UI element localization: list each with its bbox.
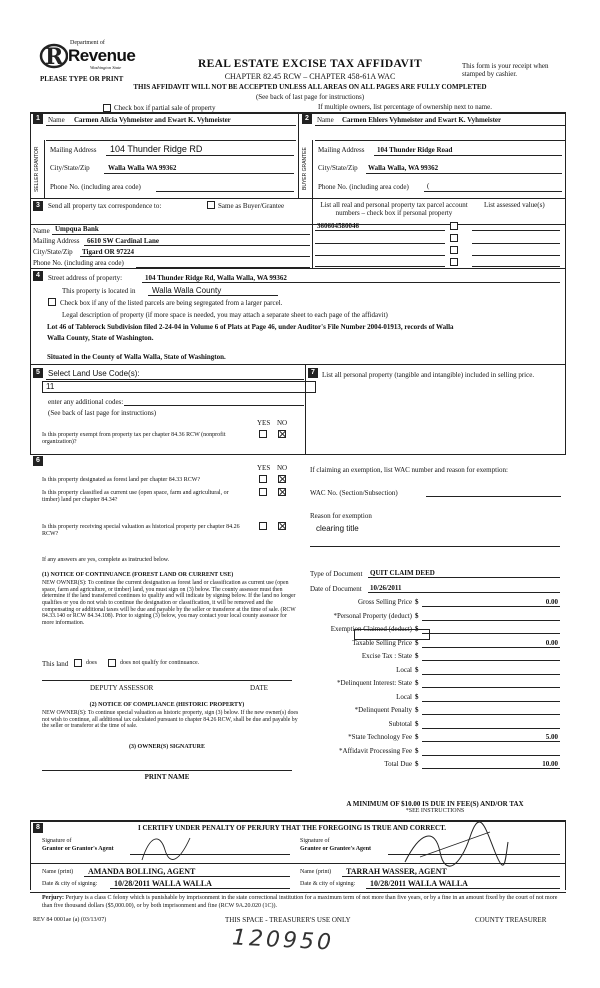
local-rate-input[interactable]: [354, 629, 430, 640]
perjury-label: Perjury:: [42, 895, 64, 901]
historic-yes-checkbox[interactable]: [259, 522, 267, 530]
money-underline: [422, 633, 560, 634]
historic-no-checkbox[interactable]: [278, 522, 286, 530]
forest-yes-checkbox[interactable]: [259, 475, 267, 483]
money-underline: [422, 741, 560, 742]
section-2-number: 2: [302, 114, 312, 124]
parcel-3-personal-checkbox[interactable]: [450, 246, 458, 254]
seller-grantor-label: SELLER GRANTOR: [34, 146, 40, 192]
treasurer-space-label: THIS SPACE - TREASURER'S USE ONLY: [225, 916, 351, 924]
assessed-header: List assessed value(s): [484, 201, 545, 209]
forest-no-checkbox[interactable]: [278, 475, 286, 483]
legal-description-line-2: Walla County, State of Washington.: [47, 334, 154, 342]
see-instructions-note: *SEE INSTRUCTIONS: [405, 808, 465, 814]
partial-sale-checkbox[interactable]: [103, 104, 111, 112]
parcel-number-1: 360604580046: [317, 222, 359, 230]
money-currency: $: [415, 679, 419, 687]
section-7-number: 7: [308, 368, 318, 378]
additional-codes-label: enter any additional codes:: [48, 398, 124, 406]
money-underline: [422, 701, 560, 702]
logo-department-text: Department of: [70, 40, 105, 46]
corr-name-label: Name: [33, 227, 50, 235]
money-underline: [422, 660, 560, 661]
segregated-checkbox[interactable]: [48, 298, 56, 306]
money-value[interactable]: 10.00: [542, 760, 558, 768]
logo-revenue-text: Revenue: [68, 46, 136, 65]
seller-mail: 104 Thunder Ridge RD: [110, 144, 203, 154]
exemption-label: If claiming an exemption, list WAC number and reason for exemption:: [310, 466, 508, 474]
legal-description-line-1: Lot 46 of Tablerock Subdivision filed 2-24-04 in Volume 6 of Plats at Page 46, under Auditor's File Number 2004-01913, records of Walla: [47, 323, 454, 331]
land-use-code-input[interactable]: [42, 381, 316, 393]
situated-text: Situated in the County of Walla Walla, State of Washington.: [47, 353, 226, 361]
grantee-sig-label-1: Signature of: [300, 838, 330, 844]
sec6-yes-header: YES: [257, 464, 271, 472]
deputy-date-label: DATE: [250, 684, 268, 692]
money-currency: $: [415, 760, 419, 768]
land-does-not-checkbox[interactable]: [108, 659, 116, 667]
current-use-no-checkbox[interactable]: [278, 488, 286, 496]
grantee-name-label: Name (print): [300, 869, 332, 875]
handwritten-receipt-number: 120950: [231, 925, 335, 956]
section-3-number: 3: [33, 201, 43, 211]
grantor-name: AMANDA BOLLING, AGENT: [88, 867, 196, 876]
minimum-due-note: A MINIMUM OF $10.00 IS DUE IN FEE(S) AND/OR TAX: [346, 800, 524, 808]
money-underline: [422, 728, 560, 729]
money-currency: $: [415, 611, 419, 620]
parcel-4-personal-checkbox[interactable]: [450, 258, 458, 266]
corr-mail-label: Mailing Address: [33, 237, 80, 245]
perjury-notice: [42, 895, 562, 911]
money-underline: [422, 687, 560, 688]
money-currency: $: [415, 706, 419, 714]
money-currency: $: [415, 733, 419, 741]
corr-city: Tigard OR 97224: [82, 248, 134, 256]
doc-type: QUIT CLAIM DEED: [370, 569, 435, 577]
money-currency: $: [415, 652, 419, 660]
corr-name: Umpqua Bank: [55, 225, 99, 233]
money-label: *Delinquent Penalty: [354, 706, 412, 714]
section-4-number: 4: [33, 271, 43, 281]
street-label: Street address of property:: [48, 274, 123, 282]
exempt-no-checkbox[interactable]: [278, 430, 286, 438]
land-use-code: 11: [46, 382, 55, 391]
same-as-buyer-checkbox[interactable]: [207, 201, 215, 209]
grantee-sig-label-2: Grantee or Grantee's Agent: [300, 846, 372, 852]
money-underline: [422, 606, 560, 607]
money-currency: $: [415, 598, 419, 606]
segregated-label: Check box if any of the listed parcels are being segregated from a larger parcel.: [60, 299, 283, 307]
parcel-header: List all real and personal property tax parcel account numbers – check box if personal property: [320, 201, 468, 218]
forest-land-question: Is this property designated as forest land per chapter 84.33 RCW?: [42, 477, 201, 483]
grantor-name-label: Name (print): [42, 869, 74, 875]
grantee-date-city: 10/28/2011 WALLA WALLA: [370, 879, 468, 888]
logo-state-text: Washington State: [90, 65, 122, 70]
personal-property-label: List all personal property (tangible and intangible) included in selling price.: [322, 371, 535, 379]
form-number: REV 84 0001ae (a) (03/13/07): [33, 917, 107, 923]
money-value[interactable]: 5.00: [545, 733, 558, 741]
please-type: PLEASE TYPE OR PRINT: [40, 75, 124, 83]
money-currency: $: [415, 625, 419, 633]
money-label: *Delinquent Interest: State: [336, 679, 412, 687]
money-currency: $: [415, 638, 419, 647]
buyer-name-label: Name: [317, 116, 334, 124]
money-currency: $: [415, 719, 419, 728]
money-label: Local: [396, 692, 412, 701]
money-underline: [422, 647, 560, 648]
section-6-number: 6: [33, 456, 43, 466]
doc-date-label: Date of Document: [310, 585, 362, 593]
sec5-yes-header: YES: [257, 419, 271, 427]
parcel-1-personal-checkbox[interactable]: [450, 222, 458, 230]
seller-phone-label: Phone No. (including area code): [50, 183, 141, 191]
money-label: Gross Selling Price: [357, 598, 412, 606]
if-yes-instructions: If any answers are yes, complete as instructed below.: [42, 557, 170, 563]
land-does-checkbox[interactable]: [74, 659, 82, 667]
receipt-note: This form is your receipt when stamped by cashier.: [462, 62, 549, 79]
section-8-number: 8: [33, 823, 43, 833]
money-currency: $: [415, 746, 419, 755]
notice-compliance-body: NEW OWNER(S): To continue special valuation as historic property, sign (3) below. If the new owner(s) does not wish to continue, all additional tax calculated pursuant to chapter 84.26 RCW, shall be due and payable by the seller or transferor at the time of sale.: [42, 710, 299, 730]
section-1-number: 1: [33, 114, 43, 124]
revenue-logo: [30, 38, 140, 74]
buyer-phone-label: Phone No. (including area code): [318, 183, 409, 191]
buyer-city: Walla Walla, WA 99362: [368, 164, 439, 172]
seller-city: Walla Walla WA 99362: [108, 164, 177, 172]
money-underline: [422, 768, 560, 769]
grantee-signature-scribble: [400, 822, 510, 872]
doc-type-label: Type of Document: [310, 570, 363, 578]
grantor-signature-scribble: [140, 830, 220, 865]
money-label: Subtotal: [388, 719, 412, 728]
property-county: Walla Walla County: [152, 286, 222, 295]
logo-r-icon: [36, 42, 68, 70]
reason-label: Reason for exemption: [310, 512, 372, 520]
money-label: Local: [396, 665, 412, 674]
sec6-no-header: NO: [277, 464, 288, 472]
land-does-not-label: does not qualify for continuance.: [120, 660, 200, 666]
money-underline: [422, 620, 560, 621]
notice-compliance-title: (2) NOTICE OF COMPLIANCE (HISTORIC PROPERTY): [89, 702, 245, 708]
land-use-label: Select Land Use Code(s):: [48, 369, 140, 378]
owner-signature-label: (3) OWNER(S) SIGNATURE: [129, 744, 205, 750]
exempt-question: Is this property exempt from property tax per chapter 84.36 RCW (nonprofit organization)?: [42, 432, 226, 445]
exempt-yes-checkbox[interactable]: [259, 430, 267, 438]
land-does-label: does: [86, 660, 97, 666]
land-use-instructions: (See back of last page for instructions): [48, 409, 157, 417]
buyer-mail: 104 Thunder Ridge Road: [377, 146, 453, 154]
money-label: *State Technology Fee: [348, 733, 412, 741]
seller-name: Carmen Alicia Vyhmeister and Ewart K. Vyhmeister: [74, 116, 231, 124]
see-back-note: (See back of last page for instructions): [255, 93, 365, 101]
grantor-sig-label-2: Grantor or Grantor's Agent: [42, 846, 114, 852]
money-label: Excise Tax : State: [361, 652, 412, 660]
this-land-label: This land: [42, 660, 69, 668]
money-label: Total Due: [384, 760, 412, 768]
multiple-owners-note: If multiple owners, list percentage of ownership next to name.: [318, 103, 492, 111]
grantor-sig-label-1: Signature of: [42, 838, 72, 844]
money-currency: $: [415, 692, 419, 701]
current-use-yes-checkbox[interactable]: [259, 488, 267, 496]
buyer-name: Carmen Ehlers Vyhmeister and Ewart K. Vyhmeister: [342, 116, 502, 124]
exemption-reason: clearing title: [316, 524, 359, 533]
certify-statement: I CERTIFY UNDER PENALTY OF PERJURY THAT THE FOREGOING IS TRUE AND CORRECT.: [138, 824, 447, 832]
buyer-phone: (: [427, 182, 430, 190]
corr-mail: 6610 SW Cardinal Lane: [87, 237, 160, 245]
money-underline: [422, 755, 560, 756]
buyer-mail-label: Mailing Address: [318, 146, 365, 154]
money-label: Exemption Claimed (deduct): [330, 625, 412, 633]
acceptance-warning: THIS AFFIDAVIT WILL NOT BE ACCEPTED UNLESS ALL AREAS ON ALL PAGES ARE FULLY COMPLETED: [133, 83, 487, 91]
money-label: *Personal Property (deduct): [333, 611, 412, 620]
doc-date: 10/26/2011: [370, 584, 402, 592]
grantor-date-city: 10/28/2011 WALLA WALLA: [114, 879, 212, 888]
money-value[interactable]: 0.00: [545, 598, 558, 606]
correspondence-label: Send all property tax correspondence to:: [48, 202, 162, 210]
money-value[interactable]: 0.00: [545, 638, 558, 647]
grantor-date-label: Date & city of signing:: [42, 881, 98, 887]
property-street: 104 Thunder Ridge Rd, Walla Walla, WA 99362: [145, 274, 287, 282]
print-name-label: PRINT NAME: [144, 773, 190, 781]
same-as-buyer-label: Same as Buyer/Grantee: [218, 202, 285, 210]
historic-question: Is this property receiving special valuation as historical property per chapter 84.26 RCW?: [42, 524, 240, 537]
money-underline: [422, 714, 560, 715]
seller-city-label: City/State/Zip: [50, 164, 90, 172]
partial-sale-label: Check box if partial sale of property: [114, 104, 216, 112]
current-use-question: Is this property classified as current use (open space, farm and agricultural, or timber) land per chapter 84.34?: [42, 490, 229, 503]
money-underline: [422, 674, 560, 675]
notice-continuance-body: NEW OWNER(S): To continue the current designation as forest land or classification as current use (open space, farm and agriculture, or timber) land, you must sign on (3) below. The county assessor must then determine if the land transferred continues to qualify and will indicate by signing below. If the land no longer qualifies or you do not wish to continue the designation or classification, it will be removed and the compensating or additional taxes will be due and payable by the seller or transferor at the time of sale. (RCW 84.33.140 or RCW 84.34.108). Prior to signing (3) below, you may contact your local county assessor for more information.: [42, 580, 296, 626]
buyer-grantee-label: BUYER GRANTEE: [302, 147, 308, 191]
chapter-ref: CHAPTER 82.45 RCW – CHAPTER 458-61A WAC: [224, 72, 396, 81]
county-treasurer-label: COUNTY TREASURER: [475, 916, 547, 924]
corr-city-label: City/State/Zip: [33, 248, 73, 256]
located-label: This property is located in: [62, 287, 136, 295]
money-currency: $: [415, 665, 419, 674]
deputy-assessor-label: DEPUTY ASSESSOR: [90, 684, 154, 692]
parcel-2-personal-checkbox[interactable]: [450, 234, 458, 242]
grantee-date-label: Date & city of signing:: [300, 881, 356, 887]
svg-text:R: R: [45, 44, 64, 70]
wac-label: WAC No. (Section/Subsection): [310, 489, 398, 497]
buyer-city-label: City/State/Zip: [318, 164, 358, 172]
corr-phone-label: Phone No. (including area code): [33, 259, 124, 267]
notice-continuance-title: (1) NOTICE OF CONTINUANCE (FOREST LAND OR CURRENT USE): [42, 572, 234, 578]
money-label: Taxable Selling Price: [352, 638, 412, 647]
money-label: *Affidavit Processing Fee: [339, 746, 412, 755]
page-title: REAL ESTATE EXCISE TAX AFFIDAVIT: [198, 58, 422, 70]
perjury-text: Perjury is a class C felony which is punishable by imprisonment in the state correctional institution for a maximum term of not more than five years, or by a fine in an amount fixed by the court of not more than five thousand dollars ($5,000.00), or by both imprisonment and fine (RCW 9A.20.020 (1C)).: [42, 895, 558, 909]
grantee-name: TARRAH WASSER, AGENT: [346, 867, 447, 876]
legal-description-label: Legal description of property (if more space is needed, you may attach a separate sheet to each page of the affidavit): [62, 311, 388, 319]
seller-mail-label: Mailing Address: [50, 146, 97, 154]
seller-name-label: Name: [48, 116, 65, 124]
sec5-no-header: NO: [277, 419, 288, 427]
section-5-number: 5: [33, 368, 43, 378]
